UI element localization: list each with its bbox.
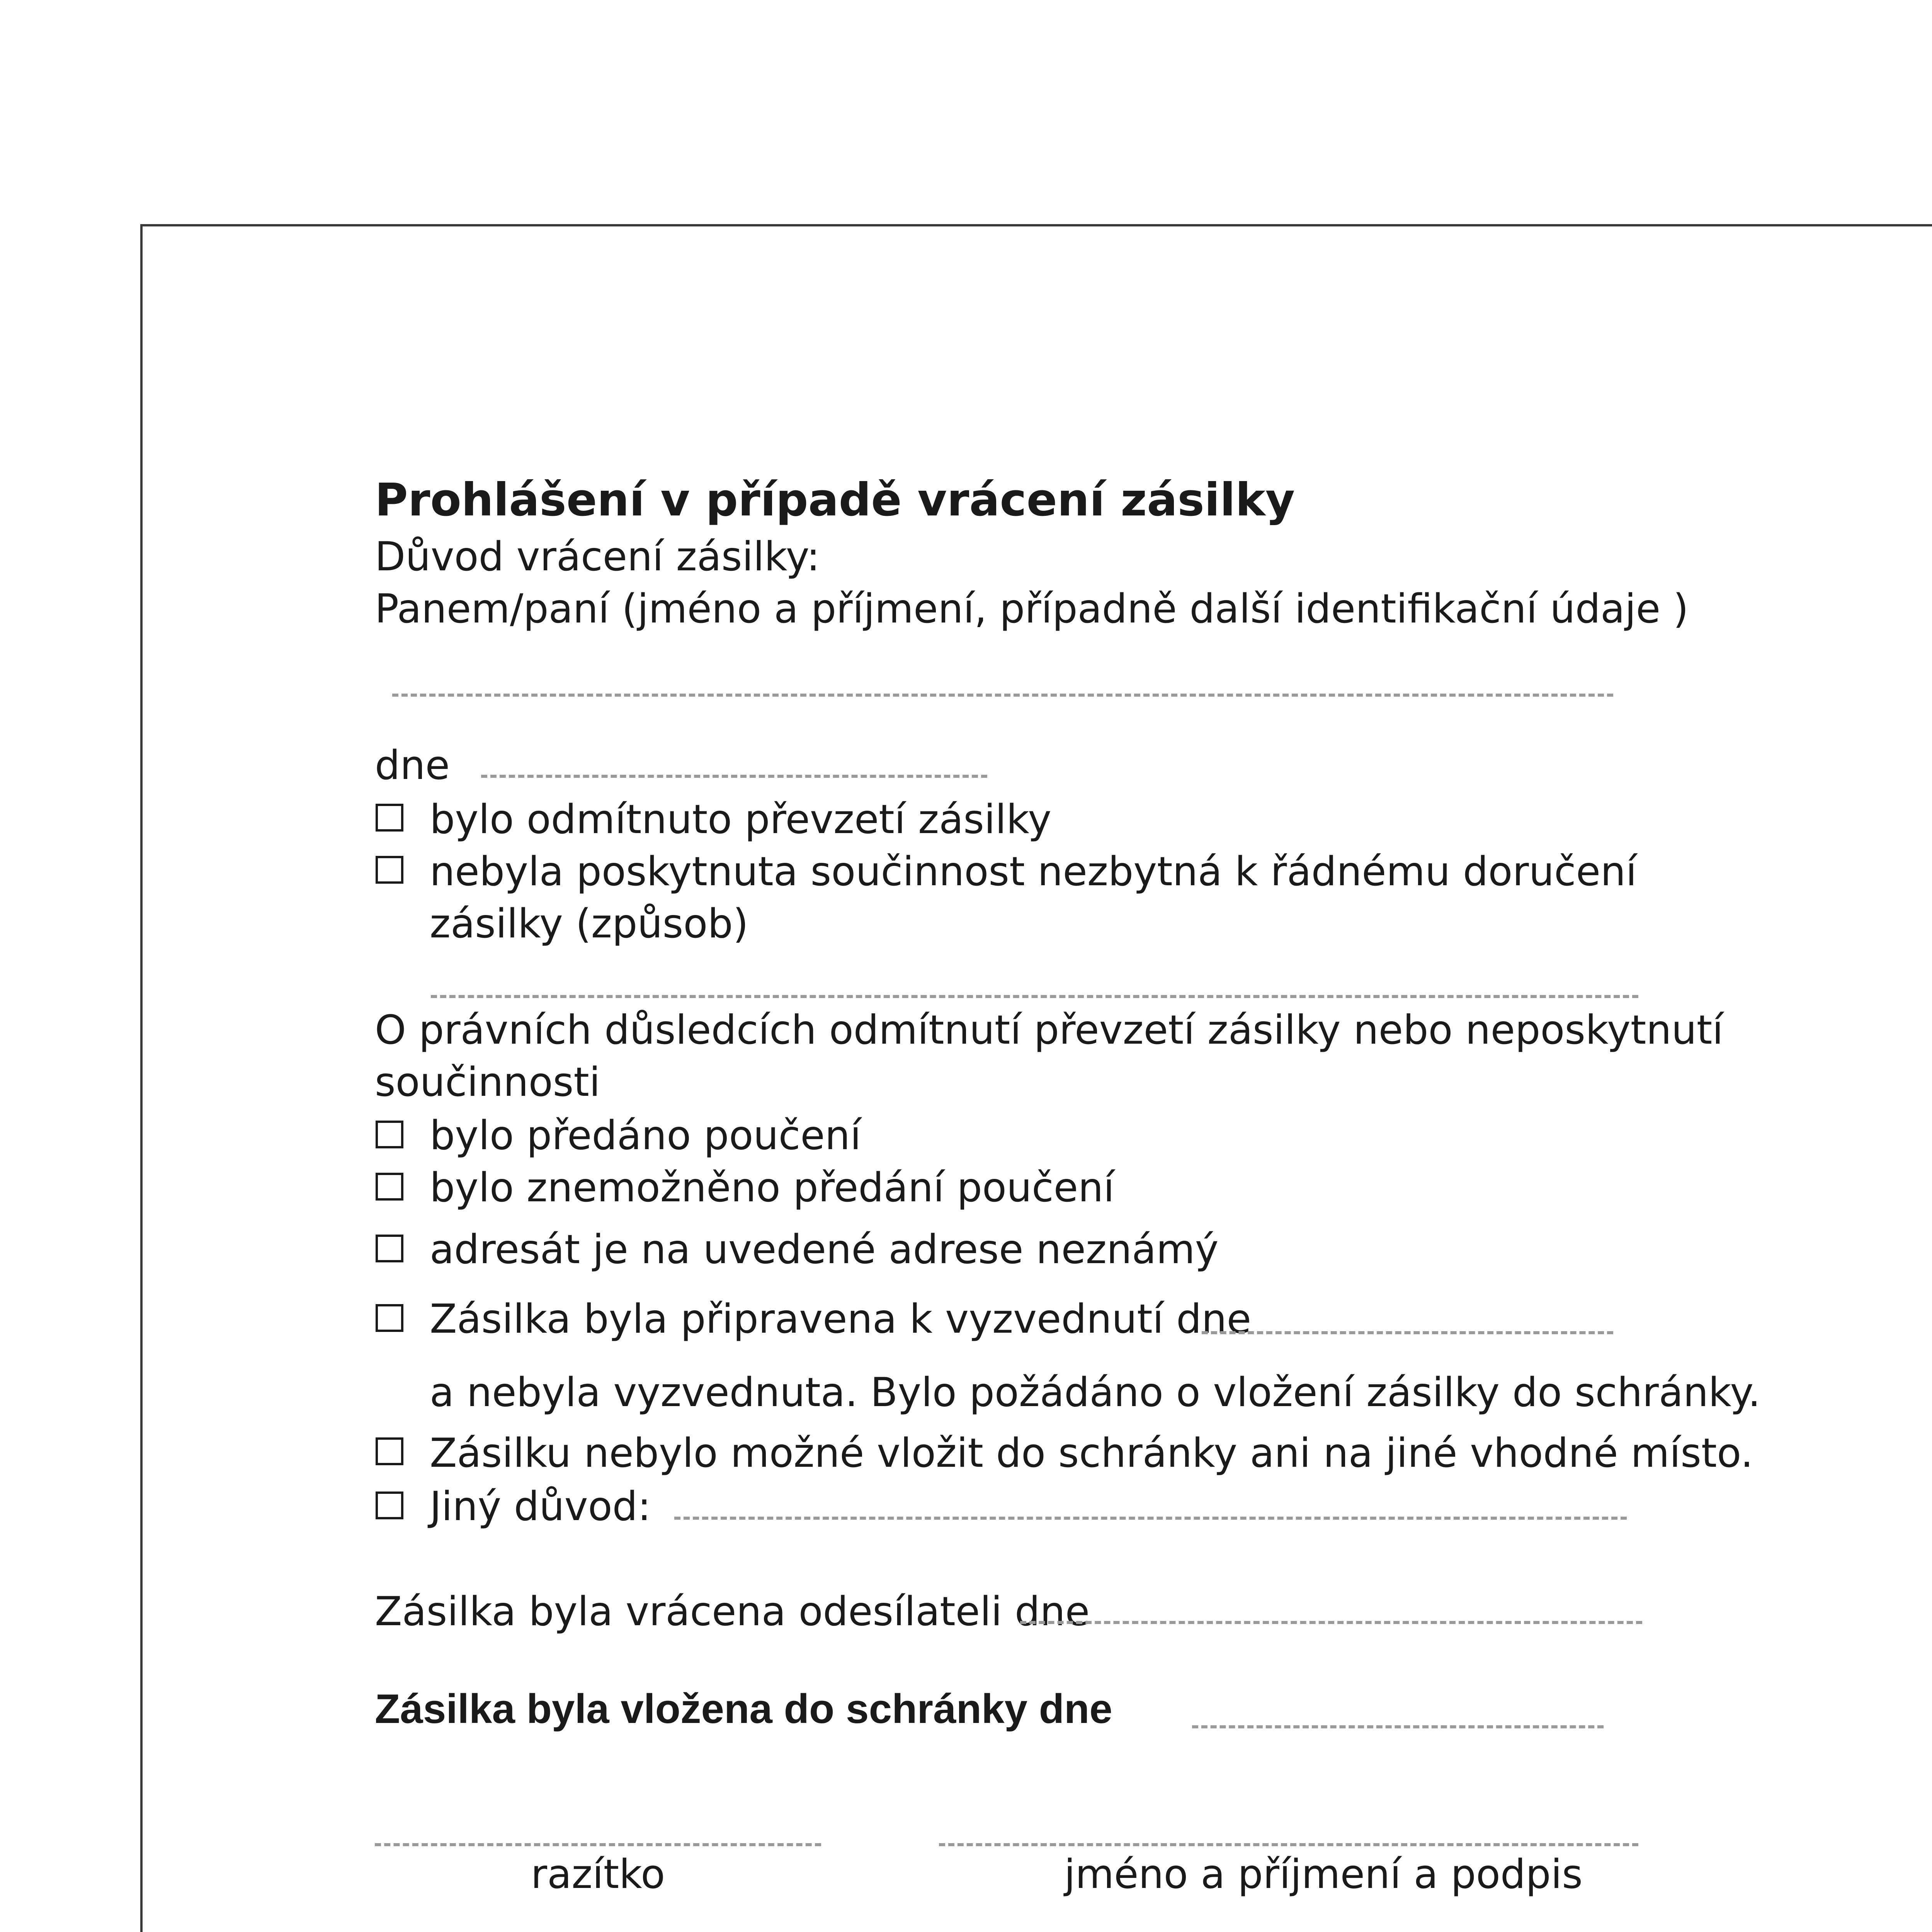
form-title: Prohlášení v případě vrácení zásilky — [375, 473, 1295, 526]
checkbox-other-reason[interactable] — [376, 1492, 403, 1519]
checkbox-mailbox-impossible[interactable] — [376, 1437, 403, 1465]
date-field[interactable] — [481, 775, 987, 778]
returned-label: Zásilka byla vrácena odesílateli dne — [375, 1588, 1090, 1635]
pickup-date-field[interactable] — [1202, 1331, 1613, 1334]
reason-label: Důvod vrácení zásilky: — [375, 534, 820, 580]
mailbox-label: Zásilka byla vložena do schránky dne — [375, 1685, 1112, 1732]
consequences-label-cont: součinnosti — [375, 1059, 600, 1105]
signature-caption: jméno a příjmení a podpis — [1064, 1851, 1583, 1898]
option-instruction-prevented-label: bylo znemožněno předání poučení — [430, 1165, 1115, 1211]
option-refused-label: bylo odmítnuto převzetí zásilky — [430, 796, 1052, 843]
person-label: Panem/paní (jméno a příjmení, případně další identifikační údaje ) — [375, 586, 1689, 632]
option-instruction-given-label: bylo předáno poučení — [430, 1112, 861, 1159]
pickup-continuation: a nebyla vyzvednuta. Bylo požádáno o vložení zásilky do schránky. — [430, 1369, 1761, 1416]
option-no-cooperation-cont: zásilky (způsob) — [430, 901, 748, 947]
person-name-field[interactable] — [392, 694, 1613, 697]
date-label: dne — [375, 742, 450, 789]
option-prepared-for-pickup-label: Zásilka byla připravena k vyzvednutí dne — [430, 1296, 1252, 1342]
other-reason-field[interactable] — [674, 1517, 1627, 1520]
checkbox-instruction-given[interactable] — [376, 1121, 403, 1148]
checkbox-prepared-for-pickup[interactable] — [376, 1304, 403, 1332]
checkbox-instruction-prevented[interactable] — [376, 1173, 403, 1201]
stamp-caption: razítko — [531, 1851, 665, 1898]
checkbox-no-cooperation[interactable] — [376, 856, 403, 884]
consequences-label: O právních důsledcích odmítnutí převzetí zásilky nebo neposkytnutí — [375, 1007, 1723, 1053]
checkbox-addressee-unknown[interactable] — [376, 1235, 403, 1262]
option-other-reason-label: Jiný důvod: — [430, 1483, 651, 1530]
returned-date-field[interactable] — [1020, 1621, 1642, 1624]
method-field[interactable] — [431, 995, 1638, 998]
mailbox-date-field[interactable] — [1192, 1725, 1604, 1728]
option-mailbox-impossible-label: Zásilku nebylo možné vložit do schránky ani na jiné vhodné místo. — [430, 1430, 1753, 1476]
stamp-field[interactable] — [375, 1843, 821, 1846]
checkbox-refused[interactable] — [376, 804, 403, 832]
signature-field[interactable] — [939, 1843, 1638, 1846]
option-no-cooperation-label: nebyla poskytnuta součinnost nezbytná k řádnému doručení — [430, 849, 1637, 895]
option-addressee-unknown-label: adresát je na uvedené adrese neznámý — [430, 1226, 1219, 1273]
